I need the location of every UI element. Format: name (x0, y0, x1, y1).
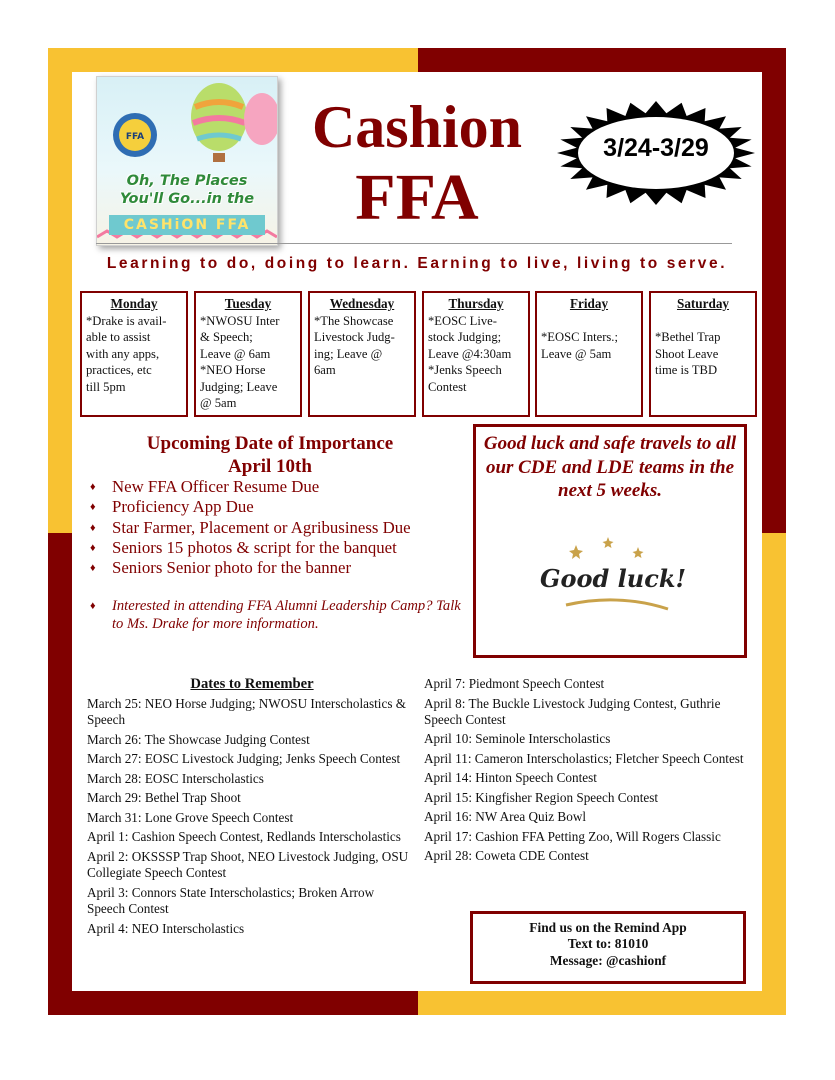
day-box-wednesday (308, 291, 416, 417)
logo-line-1: Oh, The Places (126, 173, 248, 189)
day-name: Thursday (448, 296, 504, 311)
list-item: ♦ Seniors 15 photos & script for the banquet (90, 538, 470, 558)
day-name: Tuesday (224, 296, 272, 311)
date-item: March 29: Bethel Trap Shoot (87, 790, 241, 806)
date-item: April 2: OKSSSP Trap Shoot, NEO Livestock Judging, OSU Collegiate Speech Contest (87, 848, 409, 881)
day-name: Saturday (676, 296, 730, 311)
date-item: April 15: Kingfisher Region Speech Contest (424, 789, 659, 805)
header-divider (96, 243, 732, 244)
date-item: March 26: The Showcase Judging Contest (87, 731, 310, 747)
good-luck-art (538, 535, 688, 627)
date-item: March 28: EOSC Interscholastics (87, 770, 264, 786)
alumni-camp-note: ♦ Interested in attending FFA Alumni Leadership Camp? Talk to Ms. Drake for more information. (90, 598, 472, 633)
date-item: April 11: Cameron Interscholastics; Fletcher Speech Contest (424, 750, 744, 766)
date-item: April 28: Coweta CDE Contest (424, 848, 589, 864)
list-item: ♦ Star Farmer, Placement or Agribusiness Due (90, 518, 470, 538)
date-item: April 16: NW Area Quiz Bowl (424, 809, 587, 825)
date-item: March 31: Lone Grove Speech Contest (87, 809, 294, 825)
day-text: *The Showcase Livestock Judg- ing; Leave @ 6am (314, 313, 395, 377)
title-ffa: FFA (355, 161, 479, 234)
ffa-motto: Learning to do, doing to learn. Earning to live, living to serve. (106, 255, 728, 272)
logo-line-2: You'll Go...in the (119, 191, 255, 207)
day-box-thursday (422, 291, 530, 417)
oh-the-places-logo (96, 76, 278, 246)
svg-text:Good luck!: Good luck! (540, 564, 686, 593)
title-cashion: Cashion (311, 94, 523, 160)
day-box-friday (535, 291, 643, 417)
day-text: *Drake is avail- able to assist with any apps, practices, etc till 5pm (86, 313, 167, 394)
date-item: April 7: Piedmont Speech Contest (424, 676, 605, 691)
logo-line-3: CASHiON FFA (109, 215, 265, 235)
day-box-tuesday (194, 291, 302, 417)
date-item: April 1: Cashion Speech Contest, Redlands Interscholastics (87, 829, 401, 845)
date-item: April 8: The Buckle Livestock Judging Contest, Guthrie Speech Contest (424, 695, 721, 727)
date-item: April 3: Connors State Interscholastics; Broken Arrow Speech Contest (87, 884, 375, 917)
good-luck-message: Good luck and safe travels to all our CDE and LDE teams in the next 5 weeks. (483, 433, 737, 501)
dates-right-column (424, 676, 744, 868)
good-luck-box (473, 424, 747, 658)
date-item: March 25: NEO Horse Judging; NWOSU Interscholastics & Speech (87, 696, 407, 728)
remind-app-box (470, 911, 746, 984)
date-item: March 27: EOSC Livestock Judging; Jenks Speech Contest (87, 751, 401, 767)
remind-line-3: Message: @cashionf (549, 952, 667, 968)
upcoming-heading (100, 432, 440, 478)
date-item: April 4: NEO Interscholastics (87, 920, 245, 936)
svg-text:FFA: FFA (125, 132, 145, 142)
day-box-monday (80, 291, 188, 417)
day-text: *NWOSU Inter & Speech; Leave @ 6am *NEO Horse Judging; Leave @ 5am (200, 313, 280, 410)
date-item: April 10: Seminole Interscholastics (424, 731, 611, 747)
date-item: April 17: Cashion FFA Petting Zoo, Will Rogers Classic (424, 828, 721, 844)
list-item: ♦ New FFA Officer Resume Due (90, 477, 470, 497)
day-text: *Bethel Trap Shoot Leave time is TBD (655, 330, 721, 377)
list-item: ♦ Proficiency App Due (90, 497, 470, 517)
day-text: *EOSC Live- stock Judging; Leave @4:30am *Jenks Speech Contest (428, 313, 512, 394)
day-name: Wednesday (329, 296, 395, 311)
day-name: Friday (569, 296, 609, 311)
upcoming-title: Upcoming Date of Importance (146, 433, 394, 454)
list-item: ♦ Seniors Senior photo for the banner (90, 558, 470, 578)
remind-line-2: Text to: 81010 (567, 936, 649, 952)
upcoming-date: April 10th (228, 456, 312, 477)
day-name: Monday (110, 296, 158, 311)
date-item: April 14: Hinton Speech Contest (424, 770, 597, 786)
dates-left-column (87, 696, 412, 940)
day-text: *EOSC Inters.; Leave @ 5am (541, 330, 618, 361)
remind-line-1: Find us on the Remind App (529, 920, 687, 935)
dates-to-remember-title: Dates to Remember (190, 676, 314, 692)
date-range: 3/24-3/29 (603, 134, 709, 162)
upcoming-list (90, 477, 470, 578)
day-box-saturday (649, 291, 757, 417)
